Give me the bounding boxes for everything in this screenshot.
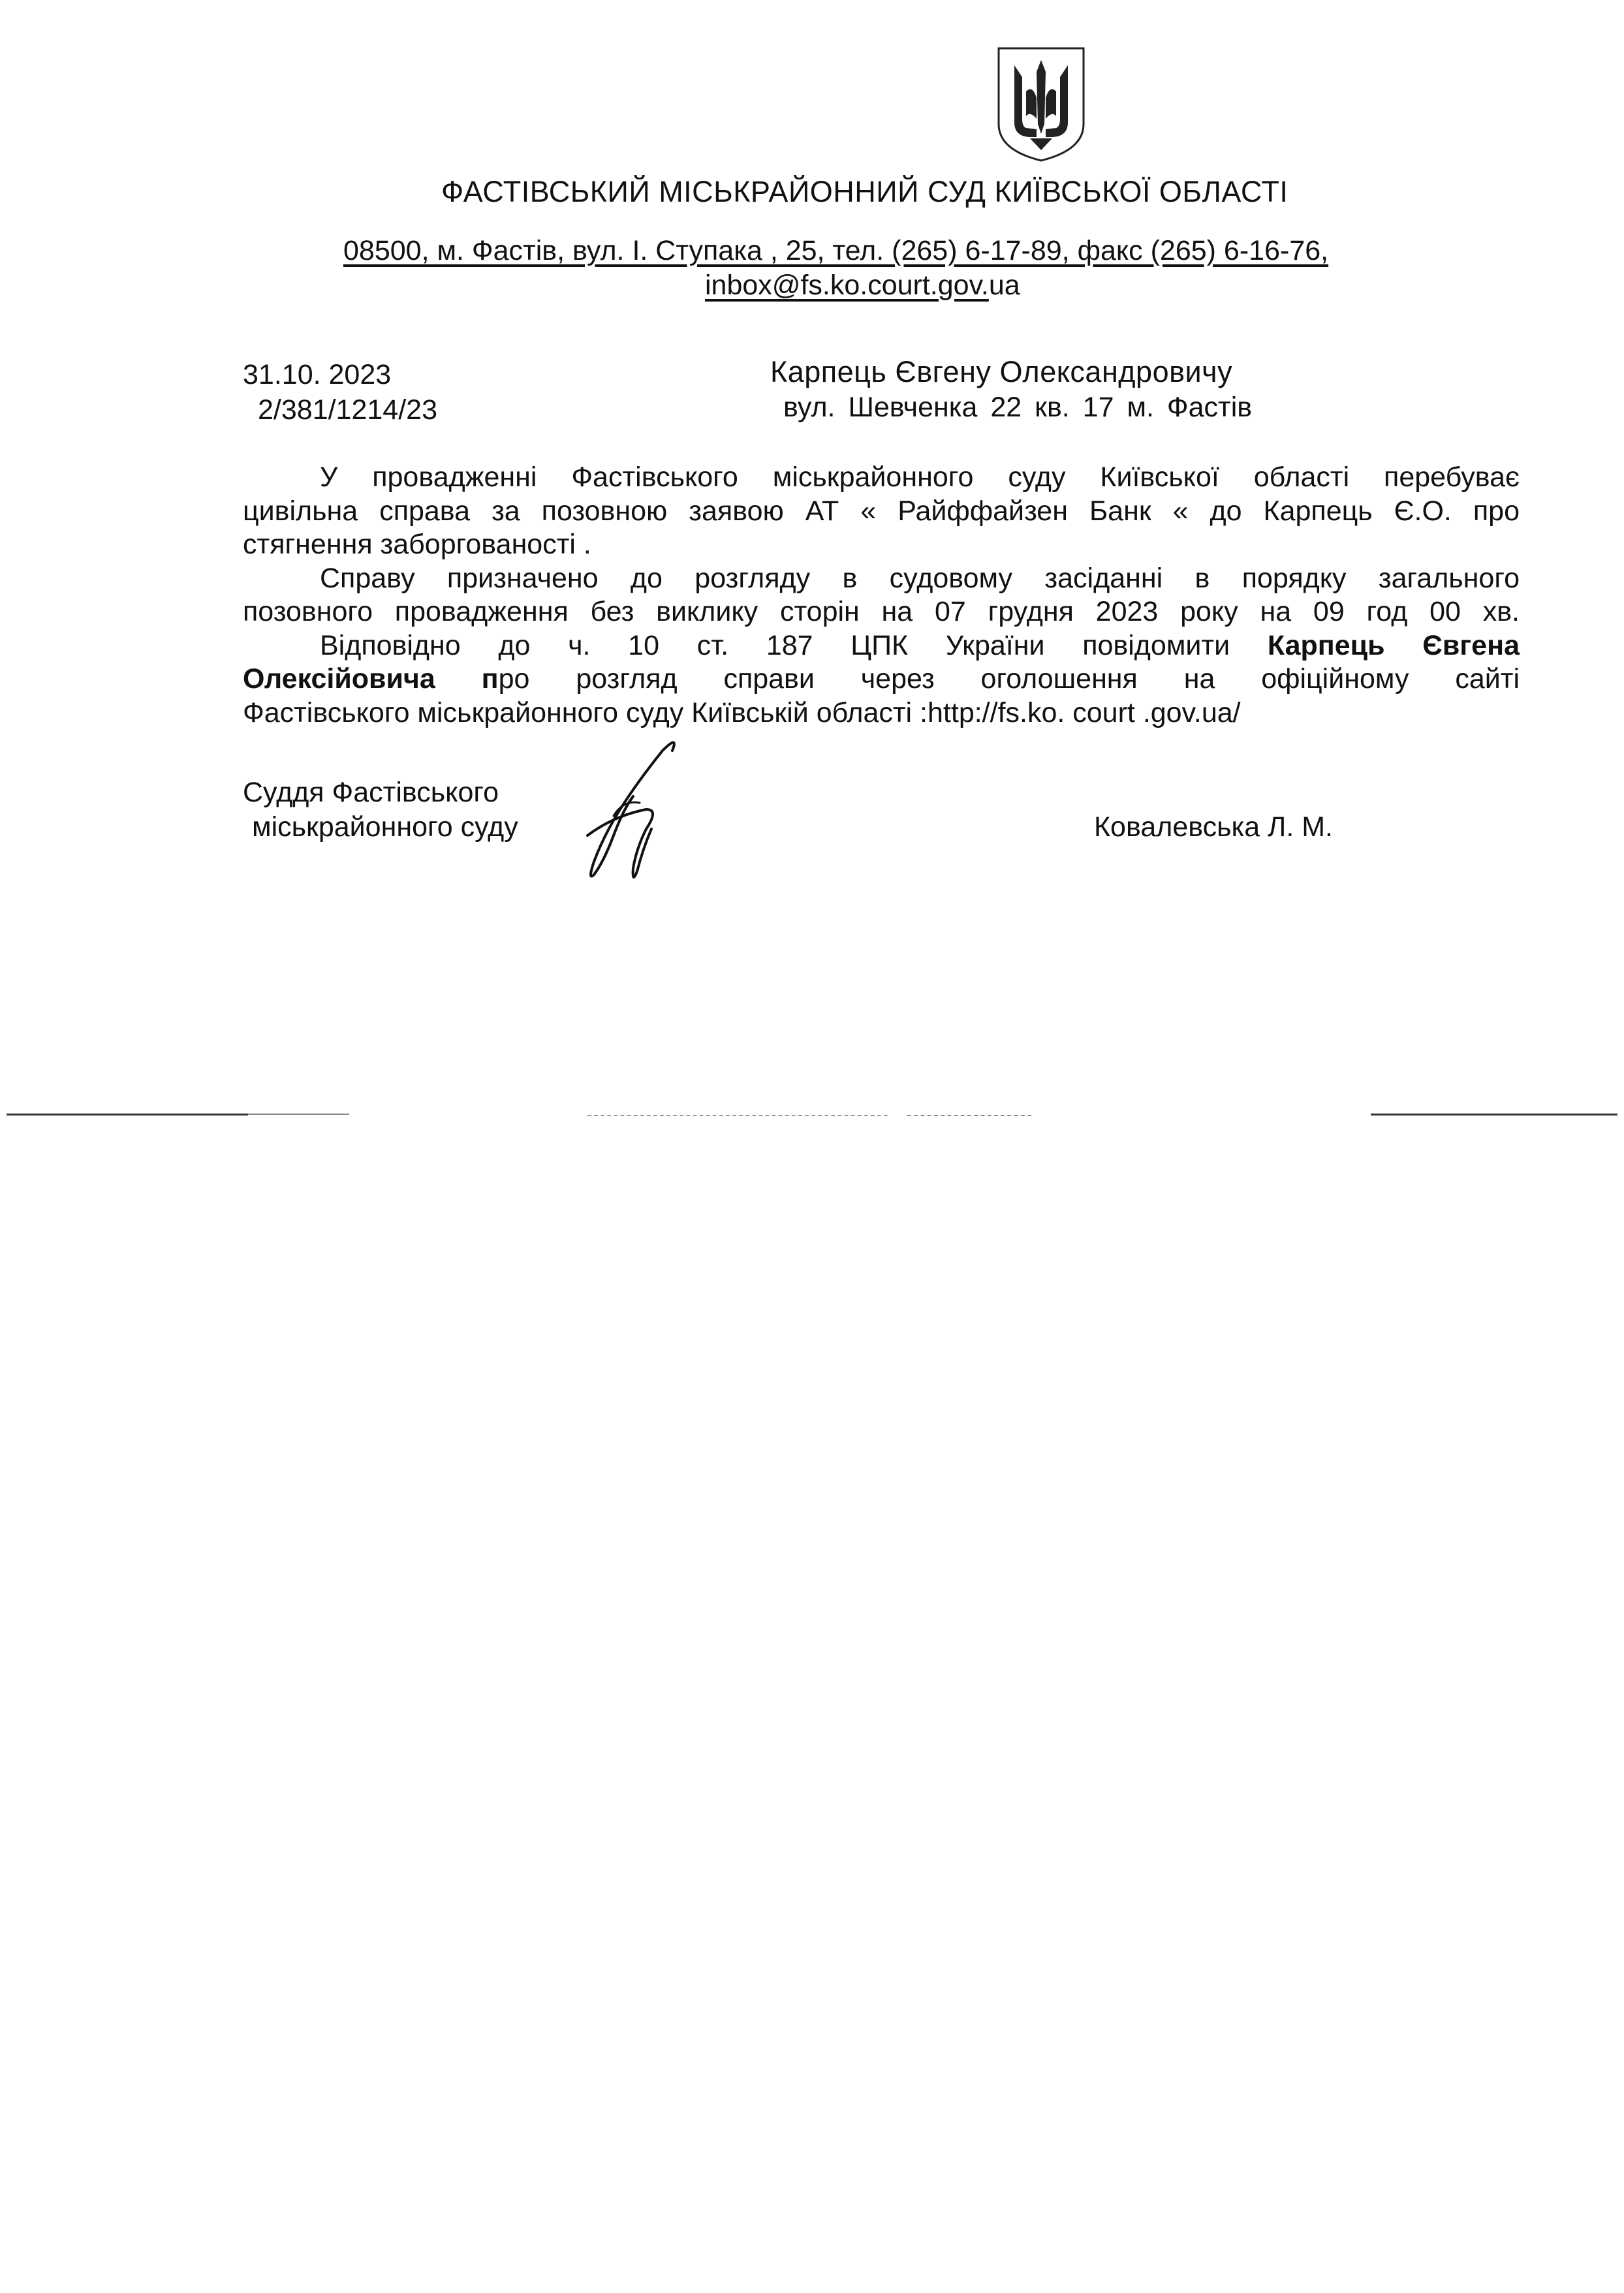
coat-of-arms-icon [995, 46, 1087, 163]
court-address: 08500, м. Фастів, вул. І. Ступака , 25, тел. (265) 6-17-89, факс (265) 6-16-76, [343, 235, 1329, 266]
body-line [243, 663, 1520, 696]
separator-line [7, 1114, 248, 1115]
body-line: Фастівського міськрайонного суду Київській області :http://fs.ko. court .gov.ua/ [243, 696, 1241, 728]
body-text-segment: ро розгляд справи через оголошення на офіційному сайті [498, 663, 1520, 694]
body-line: стягнення заборгованості . [243, 529, 591, 560]
addressee-address: вул. Шевченка 22 кв. 17 м. Фастів [783, 392, 1253, 423]
court-email-suffix: ua [988, 270, 1020, 301]
defendant-patronymic-bold: Олексійовича п [243, 663, 499, 694]
separator-line [1371, 1114, 1617, 1115]
letter-date: 31.10. 2023 [243, 359, 392, 390]
court-email-link[interactable]: inbox@fs.ko.court.gov. [705, 270, 989, 301]
letter-reference: 2/381/1214/23 [258, 394, 437, 426]
notice-body [243, 461, 1520, 730]
separator-line [248, 1114, 349, 1115]
separator-line [907, 1115, 1031, 1116]
handwritten-signature [574, 738, 685, 888]
signer-title-line2: міськрайонного суду [252, 811, 518, 843]
defendant-name-bold: Карпець Євгена [1267, 629, 1520, 661]
body-line: цивільна справа за позовною заявою АТ « Райффайзен Банк « до Карпець Є.О. про [243, 495, 1520, 527]
body-line: позовного провадження без виклику сторін на 07 грудня 2023 року на 09 год 00 хв. [243, 596, 1520, 627]
addressee-name: Карпець Євгену Олександровичу [770, 355, 1233, 388]
separator-line [587, 1115, 888, 1116]
body-line: У провадженні Фастівського міськрайонного суду Київської області перебуває [320, 461, 1520, 493]
body-line [243, 629, 1520, 663]
court-email [705, 270, 1020, 302]
court-name: ФАСТІВСЬКИЙ МІСЬКРАЙОННИЙ СУД КИЇВСЬКОЇ ОБЛАСТІ [441, 175, 1288, 208]
signer-title-line1: Суддя Фастівського [243, 777, 499, 808]
body-line: Справу призначено до розгляду в судовому засіданні в порядку загального [320, 562, 1520, 594]
body-text-segment: Відповідно до ч. 10 ст. 187 ЦПК України повідомити [320, 629, 1268, 661]
signer-name: Ковалевська Л. М. [1094, 811, 1334, 843]
